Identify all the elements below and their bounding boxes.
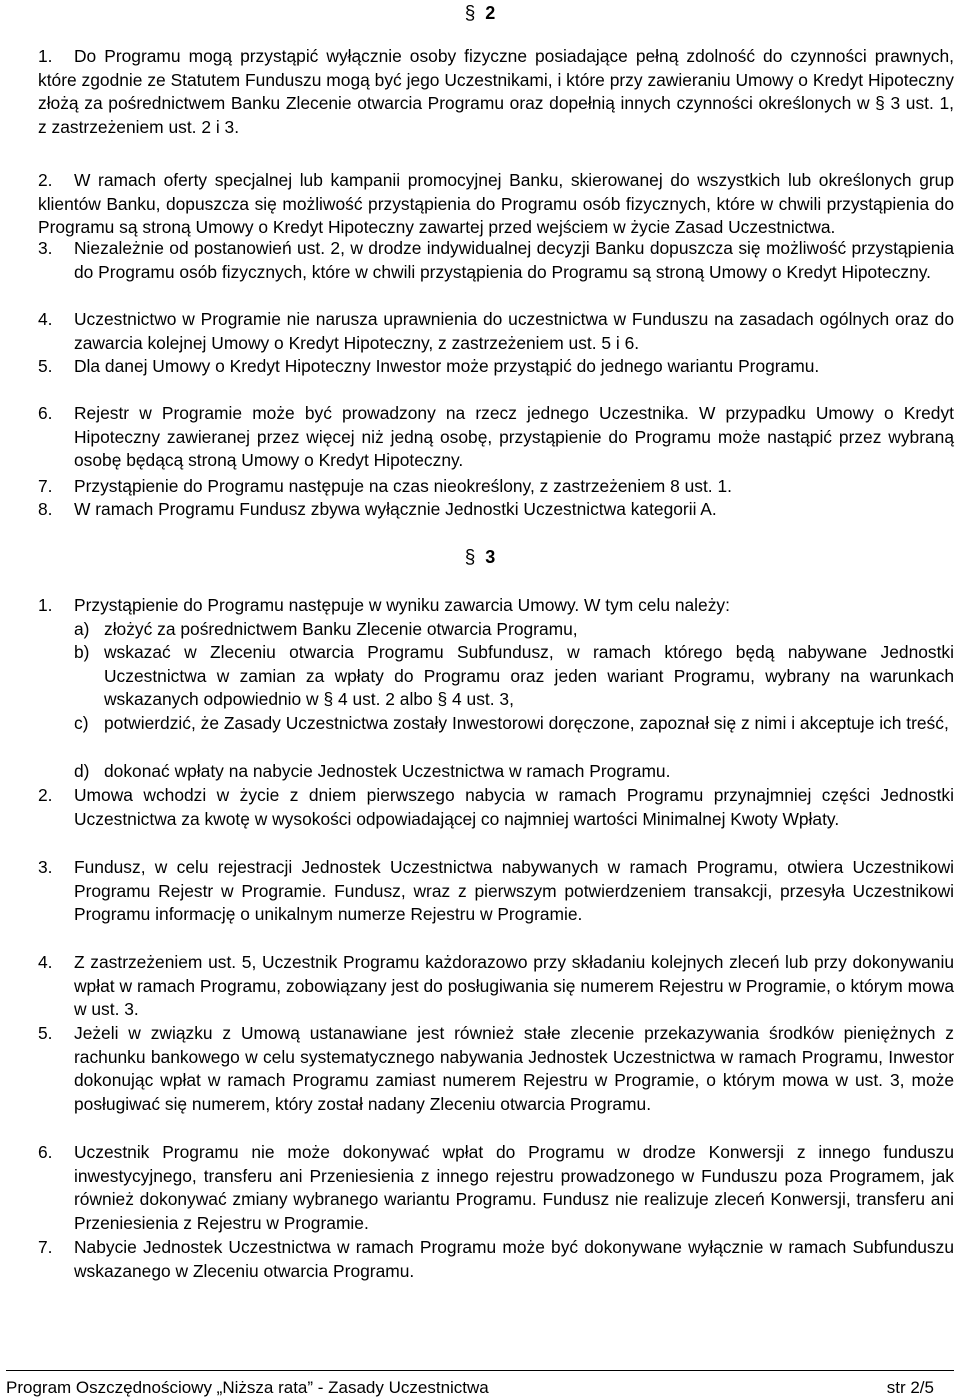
item-text: Jeżeli w związku z Umową ustanawiane jest również stałe zlecenie przekazywania środków pieniężnych z rachunku bankowego w celu systematycznego nabywania Jednostek Uczestnictwa w ramach Programu, Inwestor dokonując wpłat w ramach Programu zamiast numerem Rejestru w Programie, o którym mowa w ust. 3, może posługiwać się numerem, który został nadany Zleceniu otwarcia Programu. [74,1023,954,1114]
list-item [38,1141,954,1235]
item-text: Niezależnie od postanowień ust. 2, w drodze indywidualnej decyzji Banku dopuszcza się możliwość przystąpienia do Programu osób fizycznych, które w chwili przystąpienia do Programu są stroną Umowy o Kredyt Hipoteczny. [74,238,954,282]
list-item [38,951,954,1022]
item-number: 6. [38,403,53,423]
item-number: 2. [38,785,53,805]
item-text: Dla danej Umowy o Kredyt Hipoteczny Inwestor może przystąpić do jednego wariantu Programu. [74,356,820,376]
section-symbol: § [464,547,476,568]
item-text: Uczestnik Programu nie może dokonywać wpłat do Programu w drodze Konwersji z innego funduszu inwestycyjnego, transferu ani Przeniesienia z innego rejestru prowadzonego w Funduszu poza Programem, jak również dokonywać zmiany wybranego wariantu Programu. Fundusz nie realizuje zleceń Konwersji, transferu ani Przeniesienia z Rejestru w Programie. [74,1142,954,1233]
item-text: Fundusz, w celu rejestracji Jednostek Uczestnictwa nabywanych w ramach Programu, otwiera Uczestnikowi Programu Rejestr w Programie. Fundusz, wraz z pierwszym potwierdzeniem transakcji, przesyła Uczestnikowi Programu informację o unikalnym numerze Rejestru w Programie. [74,857,954,925]
item-text: Nabycie Jednostek Uczestnictwa w ramach Programu może być dokonywane wyłącznie w ramach Subfunduszu wskazanego w Zleceniu otwarcia Programu. [74,1237,954,1281]
section-heading-2 [0,2,960,25]
list-item [38,169,954,240]
sub-item [74,618,954,642]
page-footer [6,1378,954,1398]
sub-item-text: potwierdzić, że Zasady Uczestnictwa zostały Inwestorowi doręczone, zapoznał się z nimi i akceptuje ich treść, [104,713,949,733]
item-number: 7. [38,476,53,496]
item-text: Z zastrzeżeniem ust. 5, Uczestnik Programu każdorazowo przy składaniu kolejnych zleceń lub przy dokonywaniu wpłat w ramach Programu, zobowiązany jest do posługiwania się numerem Rejestru w Programie, o którym mowa w ust. 3. [74,952,954,1020]
item-number: 1. [38,46,53,66]
sub-item-text: wskazać w Zleceniu otwarcia Programu Subfundusz, w ramach którego będą nabywane Jednostki Uczestnictwa w zamian za wpłaty do Programu oraz jeden wariant Programu, wybrany na warunkach wskazanych odpowiednio w § 4 ust. 2 albo § 4 ust. 3, [104,642,954,710]
sub-item-text: złożyć za pośrednictwem Banku Zlecenie otwarcia Programu, [104,619,578,639]
list-item [38,308,954,355]
list-item [38,355,954,379]
item-text: W ramach Programu Fundusz zbywa wyłącznie Jednostki Uczestnictwa kategorii A. [74,499,717,519]
list-item [38,498,954,522]
item-number: 3. [38,238,53,258]
item-text: Przystąpienie do Programu następuje w wyniku zawarcia Umowy. W tym celu należy: [74,595,730,615]
list-item [38,594,954,618]
item-number: 6. [38,1142,53,1162]
item-number: 4. [38,952,53,972]
sub-item [74,760,954,784]
sub-item-letter: a) [74,619,90,639]
item-number: 2. [38,170,53,190]
item-text: Uczestnictwo w Programie nie narusza uprawnienia do uczestnictwa w Funduszu na zasadach ogólnych oraz do zawarcia kolejnej Umowy o Kredyt Hipoteczny, z zastrzeżeniem ust. 5 i 6. [74,309,954,353]
section-symbol: § [464,3,476,24]
footer-divider [6,1370,954,1371]
item-number: 5. [38,1023,53,1043]
item-text: W ramach oferty specjalnej lub kampanii promocyjnej Banku, skierowanej do wszystkich lub określonych grup klientów Banku, dopuszcza się możliwość przystąpienia do Programu osób fizycznych, które w chwili przystąpienia do Programu są stroną Umowy o Kredyt Hipoteczny zawartej przed wejściem w życie Zasad Uczestnictwa. [38,170,954,238]
list-item [38,1236,954,1283]
footer-title: Program Oszczędnościowy „Niższa rata” - Zasady Uczestnictwa [6,1378,489,1397]
section-number: 3 [485,547,496,567]
item-number: 5. [38,356,53,376]
sub-item-text: dokonać wpłaty na nabycie Jednostek Uczestnictwa w ramach Programu. [104,761,671,781]
item-text: Rejestr w Programie może być prowadzony na rzecz jednego Uczestnika. W przypadku Umowy o Kredyt Hipoteczny zawieranej przez więcej niż jedną osobę, przystąpienie do Programu może nastąpić przez wybraną osobę będącą stroną Umowy o Kredyt Hipoteczny. [74,403,954,471]
list-item [38,237,954,284]
sub-item [74,712,954,736]
sub-item-letter: b) [74,642,90,662]
item-number: 7. [38,1237,53,1257]
sub-item [74,641,954,712]
item-number: 3. [38,857,53,877]
section-number: 2 [485,3,496,23]
list-item [38,856,954,927]
item-number: 8. [38,499,53,519]
item-text: Do Programu mogą przystąpić wyłącznie osoby fizyczne posiadające pełną zdolność do czynności prawnych, które zgodnie ze Statutem Funduszu mogą być jego Uczestnikami, i które przy zawieraniu Umowy o Kredyt Hipoteczny złożą za pośrednictwem Banku Zlecenie otwarcia Programu oraz dopełnią innych czynności określonych w § 3 ust. 1, z zastrzeżeniem ust. 2 i 3. [38,46,954,137]
page-number: str 2/5 [886,1378,934,1397]
list-item [38,402,954,473]
item-number: 1. [38,595,53,615]
list-item [38,1022,954,1116]
item-text: Umowa wchodzi w życie z dniem pierwszego nabycia w ramach Programu przynajmniej części Jednostki Uczestnictwa za kwotę w wysokości odpowiadającej co najmniej wartości Minimalnej Kwoty Wpłaty. [74,785,954,829]
item-number: 4. [38,309,53,329]
list-item [38,475,954,499]
list-item [38,784,954,831]
section-heading-3 [0,546,960,569]
sub-item-letter: c) [74,713,89,733]
sub-item-letter: d) [74,761,90,781]
item-text: Przystąpienie do Programu następuje na czas nieokreślony, z zastrzeżeniem 8 ust. 1. [74,476,732,496]
list-item [38,45,954,139]
